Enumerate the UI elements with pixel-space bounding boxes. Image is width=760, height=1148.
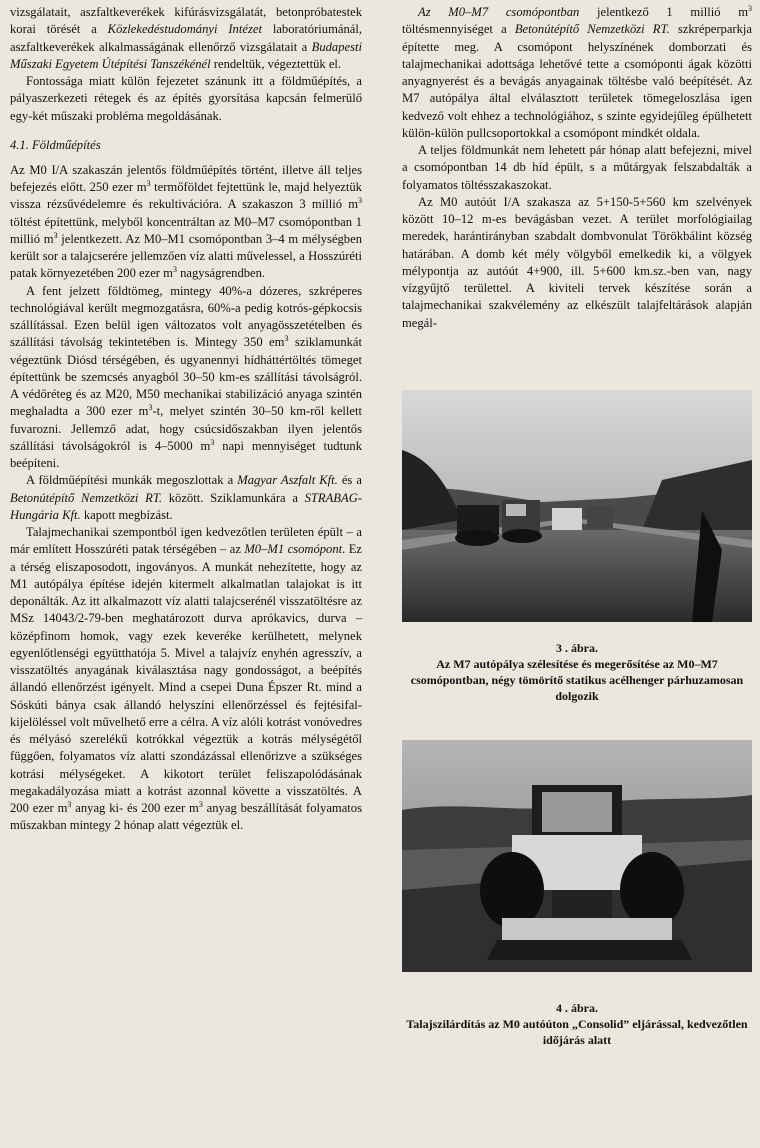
figure-3-caption	[402, 640, 752, 704]
paragraph-soil-mechanics: Talajmechanikai szempontból igen kedvezőtlen területen épült – a már említett Hosszúréti patak térségében – az M0–M1 csomópont. Ez a térség eliszaposodott, ingoványos. A munkát nehezítette, hogy az M1 autópálya építése idején kitermelt alkalmatlan talajokat is itt deponálták. Az itt alkalmazott víz alatti talajcserénél visszatöltésre az MSz 14043/2-79-ben meghatározott durva aprókavics, durva – középfinom homok, vagy ezek keveréke kerülhetett, melynek egyenlőtlenségi együtthatója 5. Mivel a talajvíz enyhén agresszív, a visszatöltés anyagának kiválasztása nagy gondosságot, a beépítés állandó ellenőrzést igényelt. Mind a csepei Duna Épszer Rt. mind a Sóskúti bánya csak állandó helyszíni ellenőrzéssel és fejtésifal-kijelöléssel volt művelhető erre a célra. A víz alóli kotrást vonóvedres és mélyásó szerelékű kotrókkal végeztük a kotrás mélységétől függően, folyamatos víz alatti szondázással ellenőrizve a szükséges kotrási mélységeket. A kikotort terület feliszapolódásának megakadályozása miatt a kotrást azonnal követte a visszatöltés. A 200 ezer $m^3$ anyag ki- és 200 ezer $m^3$ anyag beszállítását folyamatos műszakban mintegy 2 hónap alatt végeztük el.	[10, 525, 362, 833]
figure-4-photo	[402, 740, 752, 972]
figure-3-number: 3 . ábra.	[556, 641, 598, 655]
left-column	[10, 4, 362, 835]
paragraph-importance: Fontossága miatt külön fejezetet szánunk itt a földműépítés, a pályaszerkezeti rétegek és az építés gyorsítása kapcsán felmerülő egy-két műszaki probléma megoldásának.	[10, 74, 362, 123]
paragraph-soil-mass: A fent jelzett földtömeg, mintegy 40%-a dózeres, szkréperes technológiával került megmozgatásra, 60%-a pedig kotrós-gépkocsis szállítással. Ezen belül igen változatos volt anyagösszetételben és szállítási távolság tekintetében is. Mintegy 350 $em^3$ sziklamunkát végeztünk Diósd térségében, és ugyanennyi hídháttértöltés tömeget építettünk be szemcsés anyagból 30–50 km-es szállítási távolságról. A védőréteg és az M20, M50 mechanikai stabilizáció anyaga szintén meghaladta a 300 ezer $m^3-t$, melyet szintén 30–50 km-ről kellett fuvarozni. Jellemző adat, hogy csúcsidőszakban ilyen jelentős szállítási távolságokról is 4–5000 $m^3$ napi mennyiséget tudtunk beépíteni.	[10, 283, 362, 470]
figure-3-photo	[402, 390, 752, 622]
figure-area	[402, 0, 752, 1148]
tractor-stabilizer-photo	[402, 740, 752, 972]
paragraph-m7-junction: Az M0–M7 csomópontban jelentkező 1 millió $m^3$ töltésmennyiséget a Betonútépítő Nemzetközi RT. szkréperparkja építette meg. A csomópont helyszínének domborzati és talajmechanikai adottsága lehetővé tette a csomóponti ágak közötti anyagnyerést és a bevágás anyagainak töltésbe való beépítését. Az M7 autópálya által elválasztott területek tömegeloszlása igen kedvező volt ehhez a technológiához, s szinte egyidejűleg épülhetett külön-külön pullcsoportokkal a csomópont mindkét oldala.	[402, 3, 752, 140]
paragraph-contractors: A földműépítési munkák megoszlottak a Magyar Aszfalt Kft. és a Betonútépítő Nemzetközi RT. között. Sziklamunkára a STRABAG-Hungária Kft. kapott megbízást.	[10, 473, 362, 522]
highway-rollers-photo	[402, 390, 752, 622]
figure-4-caption	[402, 1000, 752, 1048]
figure-4-number: 4 . ábra.	[556, 1001, 598, 1015]
paragraph-cutting: Az M0 autóút I/A szakasza az 5+150-5+560 km szelvények között 10–12 m-es bevágásban vezet. A terület morfológiailag meredek, harántirányban szabdalt dombvonulat Törökbálint község határában. A domb két mély völgyből emelkedik ki, a völgyek mélypontja az autóút 4+900, ill. 5+600 km.sz.-ben van, nagy vízgyűjtő területtel. A kiviteli tervek készítése során a talajmechanikai szakvélemény az elkészült talajfeltárások alapján megál-	[402, 194, 752, 330]
figure-3-text: Az M7 autópálya szélesítése és megerősítése az M0–M7 csomópontban, négy tömörítő statikus acélhenger párhuzamosan dolgozik	[410, 657, 744, 703]
figure-4-text: Talajszilárdítás az M0 autóúton „Consolid” eljárással, kedvezőtlen időjárás alatt	[406, 1017, 748, 1047]
paragraph-intro: vizsgálatait, aszfaltkeverékek kifúrásvizsgálatát, betonpróbatestek korai törését a Közlekedéstudományi Intézet laboratóriumánál, aszfaltkeverékek alkalmasságának ellenőrző vizsgálatait a Budapesti Műszaki Egyetem Útépítési Tanszékénél rendeltük, végeztettük el.	[10, 5, 363, 71]
section-heading: 4.1. Földműépítés	[10, 137, 101, 152]
paragraph-bridges: A teljes földmunkát nem lehetett pár hónap alatt befejezni, mivel a csomópontban 14 db híd épült, s a műtárgyak felszabdalták a folyamatos töltésszakaszokat.	[402, 143, 752, 192]
paragraph-earthworks: Az M0 I/A szakaszán jelentős földműépítés történt, illetve áll teljes befejezés előtt. 250 ezer $m^3$ termőföldet fejtettünk le, majd helyeztük vissza rézsűvédelemre és rekultivációra. A szakaszon 3 millió $m^3$ töltést építettünk, melyből koncentráltan az M0–M7 csomópontban 1 millió $m^3$ jelentkezett. Az M0–M1 csomópontban 3–4 m mélységben került sor a talajcserére jellemzően víz alatti művelessel, a Hosszúréti patak környezetében 200 ezer $m^3$ nagyságrendben.	[10, 162, 362, 281]
